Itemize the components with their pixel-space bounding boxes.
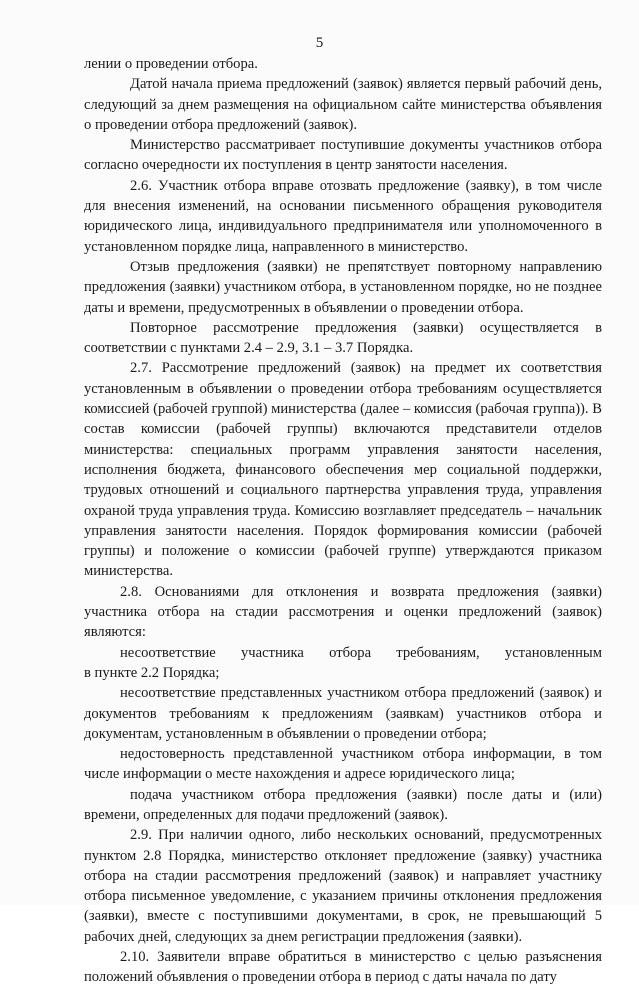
word: требованиям, [396,644,480,661]
word: установленным [504,644,602,661]
paragraph: 2.7. Рассмотрение предложений (заявок) на предмет их соответствия установленным в объявлении о проведении отбора требованиям осуществляется комиссией (рабочей группой) министерства (далее – комиссия (рабочая группа)). В состав комиссии (рабочей группы) включаются представители отделов министерства: специальных программ управления занятости населения, исполнения бюджета, финансового обеспечения мер социальной поддержки, трудовых отношений и социального партнерства управления труда, управления охраной труда управления труда. Комиссию возглавляет председатель – начальник управления занятости населения. Порядок формирования комиссии (рабочей группы) и положение о комиссии (рабочей группе) утверждаются приказом министерства. [84,360,602,580]
paragraph: 2.9. При наличии одного, либо нескольких оснований, предусмотренных пунктом 2.8 Порядка, министерство отклоняет предложение (заявку) участника отбора на стадии рассмотрения предложений (заявок) и направляет участнику отбора письменное уведомление, с указанием причины отклонения предложения (заявки), вместе с поступившими документами, в срок, не превышающий 5 рабочих дней, следующих за днем регистрации предложения (заявки). [84,827,602,945]
word: участника [240,644,304,661]
list-item: недостоверность представленной участником отбора информации, в том числе информации о месте нахождения и адресе юридического лица; [84,746,602,783]
list-item-first-line [84,643,602,663]
paragraph: 2.10. Заявители вправе обратиться в министерство с целью разъяснения положений объявления о проведении отбора в период с даты начала по дату [84,949,602,986]
word: отбора [329,644,372,661]
paragraph: лении о проведении отбора. [84,56,258,72]
word: несоответствие [120,644,216,661]
paragraph: 2.6. Участник отбора вправе отозвать предложение (заявку), в том числе для внесения изменений, на основании письменного обращения руководителя юридического лица, индивидуального предпринимателя или уполномоченного в установленном порядке лица, направленного в министерство. [84,177,602,255]
paragraph: Отзыв предложения (заявки) не препятствует повторному направлению предложения (заявки) участником отбора, в установленном порядке, но не позднее даты и времени, предусмотренных в объявлении о проведении отбора. [84,258,602,316]
document-body [84,54,602,988]
list-item: подача участником отбора предложения (заявки) после даты и (или) времени, определенных для подачи предложений (заявок). [84,786,602,823]
paragraph: Министерство рассматривает поступившие документы участников отбора согласно очередности их поступления в центр занятости населения. [84,137,602,174]
paragraph: 2.8. Основаниями для отклонения и возврата предложения (заявки) участника отбора на стадии рассмотрения и оценки предложений (заявок) являются: [84,583,602,641]
page-number: 5 [315,35,324,51]
list-item: несоответствие представленных участником отбора предложений (заявок) и документов требованиям к предложениям (заявкам) участников отбора и документам, установленным в объявлении о проведении отбора; [84,685,602,742]
paragraph: Датой начала приема предложений (заявок) является первый рабочий день, следующий за днем размещения на официальном сайте министерства объявления о проведении отбора предложений (заявок). [84,76,602,133]
paragraph: Повторное рассмотрение предложения (заявки) осуществляется в соответствии с пунктами 2.4 – 2.9, 3.1 – 3.7 Порядка. [84,319,602,357]
list-item-tail: в пункте 2.2 Порядка; [84,664,220,681]
